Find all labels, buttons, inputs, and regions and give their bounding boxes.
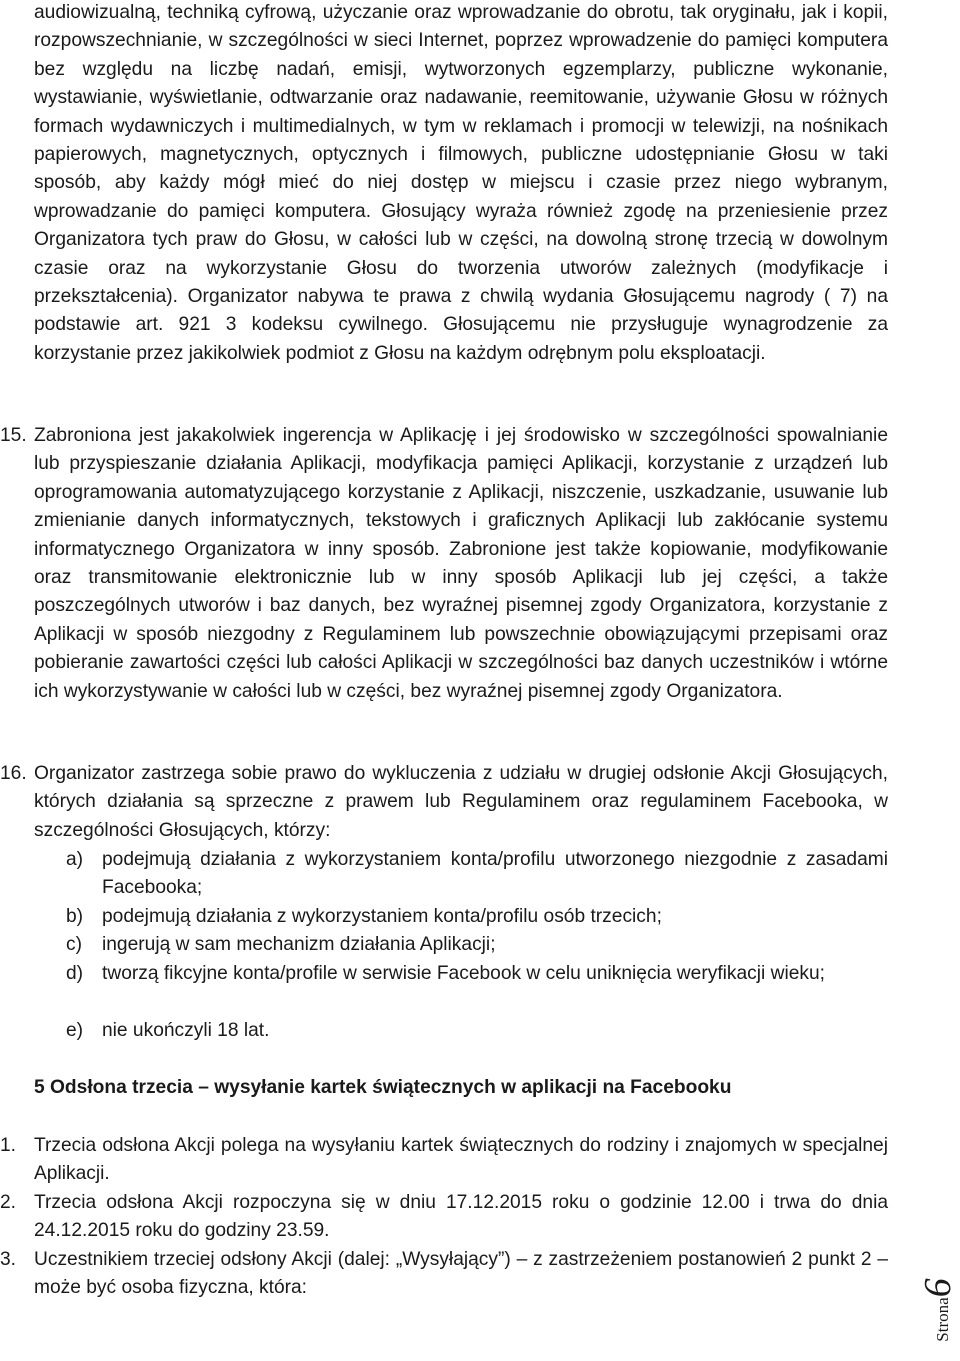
list-item-text: Organizator zastrzega sobie prawo do wykluczenia z udziału w drugiej odsłonie Akcji Głosujących, których działania są sprzeczne z prawem lub Regulaminem oraz regulaminem Facebooka, w szczególności Głosujących, którzy: — [34, 763, 888, 841]
page-footer — [916, 1258, 960, 1361]
subitem-text: nie ukończyli 18 lat. — [102, 1020, 270, 1041]
subitem-letter: a) — [66, 849, 84, 870]
list-item-text: Zabroniona jest jakakolwiek ingerencja w Aplikację i jej środowisko w szczególności spowalnianie lub przyspieszanie działania Aplikacji, modyfikacja pamięci Aplikacji, korzystanie z urządzeń lub oprogramowania automatyzującego korzystanie z Aplikacji, niszczenie, uszkadzanie, usuwanie lub zmienianie danych informatycznych, tekstowych i graficznych Aplikacji lub zakłócanie systemu informatycznego Organizatora w inny sposób. Zabronione jest także kopiowanie, modyfikowanie oraz transmitowanie elektronicznie lub w inny sposób Aplikacji lub jej części, a także poszczególnych utworów i baz danych, bez wyraźnej pisemnej zgody Organizatora, korzystanie z Aplikacji w sposób niezgodny z Regulaminem lub powszechnie obowiązującymi przepisami oraz pobieranie zawartości części lub całości Aplikacji w szczególności baz danych uczestników i wtórne ich wykorzystywanie w całości lub w części, bez wyraźnej pisemnej zgody Organizatora. — [34, 425, 888, 702]
list-item-number: 16. — [0, 763, 27, 784]
list-item-number: 15. — [0, 425, 27, 446]
subitem-letter: b) — [66, 906, 84, 927]
page-label-word: Strona — [933, 1297, 952, 1342]
subitem-letter: e) — [66, 1020, 84, 1041]
list-item-text: Trzecia odsłona Akcji rozpoczyna się w dniu 17.12.2015 roku o godzinie 12.00 i trwa do dnia 24.12.2015 roku do godziny 23.59. — [34, 1192, 888, 1242]
page-number: 6 — [917, 1278, 959, 1298]
subitem-letter: c) — [66, 934, 82, 955]
continuation-paragraph: audiowizualną, techniką cyfrową, użyczanie oraz wprowadzanie do obrotu, tak oryginału, jak i kopii, rozpowszechnianie, w szczególności w sieci Internet, poprzez wprowadzenie do pamięci komputera bez względu na liczbę nadań, emisji, wytworzonych egzemplarzy, publiczne wykonanie, wystawianie, wyświetlanie, odtwarzanie oraz nadawanie, reemitowanie, używanie Głosu w różnych formach wydawniczych i multimedialnych, w tym w reklamach i promocji w telewizji, na nośnikach papierowych, magnetycznych, optycznych i filmowych, publiczne udostępnianie Głosu w taki sposób, aby każdy mógł mieć do niej dostęp w miejscu i czasie przez niego wybranym, wprowadzanie do pamięci komputera. Głosujący wyraża również zgodę na przeniesienie przez Organizatora tych praw do Głosu, w całości lub w części, na dowolną stronę trzecią w dowolnym czasie oraz na wykorzystanie Głosu do tworzenia utworów zależnych (modyfikacje i przekształcenia). Organizator nabywa te prawa z chwilą wydania Głosującemu nagrody ( 7) na podstawie art. 921 3 kodeksu cywilnego. Głosującemu nie przysługuje wynagrodzenie za korzystanie przez jakikolwiek podmiot z Głosu na każdym odrębnym polu eksploatacji. — [34, 2, 888, 364]
subitem-text: tworzą fikcyjne konta/profile w serwisie Facebook w celu uniknięcia weryfikacji wieku; — [102, 963, 826, 984]
subitem-letter: d) — [66, 963, 84, 984]
subitem-text: podejmują działania z wykorzystaniem konta/profilu utworzonego niezgodnie z zasadami Facebooka; — [102, 849, 888, 899]
list-item-number: 2. — [0, 1192, 17, 1213]
list-item-number: 3. — [0, 1249, 17, 1270]
page-label — [916, 1278, 960, 1341]
list-item-text: Trzecia odsłona Akcji polega na wysyłaniu kartek świątecznych do rodziny i znajomych w specjalnej Aplikacji. — [34, 1135, 888, 1185]
subitem-text: ingerują w sam mechanizm działania Aplikacji; — [102, 934, 496, 955]
section-heading: 5 Odsłona trzecia – wysyłanie kartek świątecznych w aplikacji na Facebooku — [34, 1077, 732, 1098]
list-item-number: 1. — [0, 1135, 17, 1156]
list-item-text: Uczestnikiem trzeciej odsłony Akcji (dalej: „Wysyłający”) – z zastrzeżeniem postanowień 2 punkt 2 – może być osoba fizyczna, która: — [34, 1249, 888, 1299]
subitem-text: podejmują działania z wykorzystaniem konta/profilu osób trzecich; — [102, 906, 662, 927]
